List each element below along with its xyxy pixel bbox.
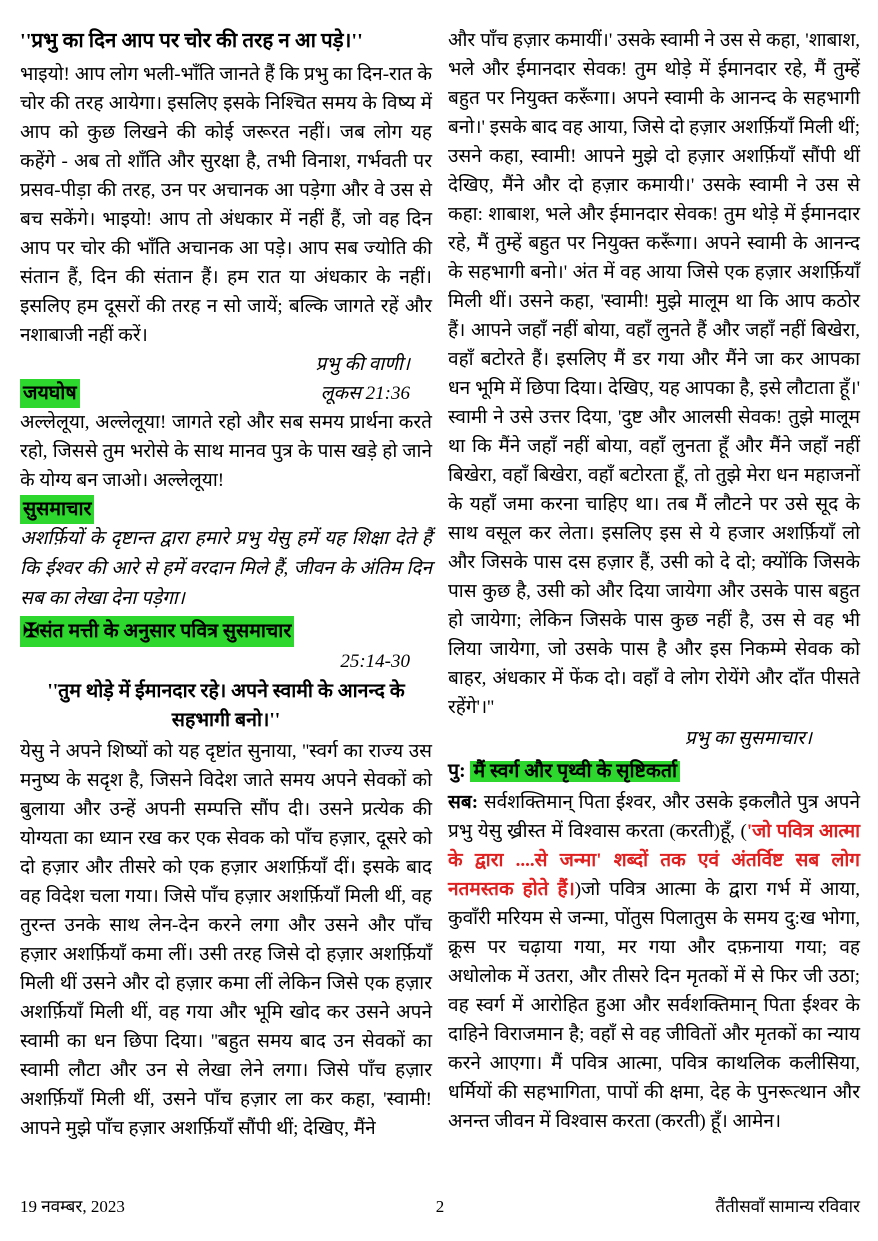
footer-page-number: 2 (435, 1197, 445, 1216)
creed-body (448, 788, 860, 1136)
left-column (20, 26, 432, 1143)
page-footer (20, 1197, 860, 1217)
creed-leader-label: पु: (448, 761, 466, 782)
gospel-label: सुसमाचार (20, 495, 94, 524)
footer-date: 19 नवम्बर, 2023 (20, 1197, 125, 1216)
gospel-body-continued: और पाँच हज़ार कमायीं।' उसके स्वामी ने उस से कहा, 'शाबाश, भले और ईमानदार सेवक! तुम थोड़े में ईमानदार रहे, मैं तुम्हें बहुत पर नियुक्त करूँगा। अपने स्वामी के आनन्द के सहभागी बनो।' इसके बाद वह आया, जिसे दो हज़ार अशर्फ़ियाँ मिली थीं; उसने कहा, स्वामी! आपने मुझे दो हज़ार अशर्फ़ियाँ सौंपी थीं देखिए, मैंने और दो हज़ार कमायी।' उसके स्वामी ने उस से कहा: शाबाश, भले और ईमानदार सेवक! तुम थोड़े में ईमानदार रहे, मैं तुम्हें बहुत पर नियुक्त करूँगा। अपने स्वामी के आनन्द के सहभागी बनो।' अंत में वह आया जिसे एक हज़ार अशर्फ़ियाँ मिली थीं। उसने कहा, 'स्वामी! मुझे मालूम था कि आप कठोर हैं। आपने जहाँ नहीं बोया, वहाँ लुनते हैं और जहाँ नहीं बिखेरा, वहाँ बटोरते हैं। इसलिए मैं डर गया और मैंने जा कर आपका धन भूमि में छिपा दिया। देखिए, यह आपका है, इसे लौटाता हूँ।' स्वामी ने उसे उत्तर दिया, 'दुष्ट और आलसी सेवक! तुझे मालूम था कि मैंने जहाँ नहीं बोया, वहाँ लुनता हूँ और मैंने जहाँ नहीं बिखेरा, वहाँ बिखेरा, वहाँ बटोरता हूँ, तो तुझे मेरा धन महाजनों के यहाँ जमा करना चाहिए था। तब मैं लौटने पर उसे सूद के साथ वसूल कर लेता। इसलिए इस से ये हजार अशर्फ़ियाँ लो और जिसके पास दस हज़ार हैं, उसी को दे दो; क्योंकि जिसके पास कुछ है, उसी को और दिया जायेगा और उसके पास बहुत हो जायेगा; लेकिन जिसके पास कुछ नहीं है, उस से वह भी लिया जायेगा, जो उसके पास है और इस निकम्मे सेवक को बाहर, अंधकार में फेंक दो। वहाँ वे लोग रोयेंगे और दाँत पीसते रहेंगे'।'' (448, 30, 860, 718)
creed-all-label: सब: (448, 792, 479, 813)
creed-heading: मैं स्वर्ग और पृथ्वी के सृष्टिकर्ता (470, 761, 680, 782)
gospel-reference: 25:14-30 (340, 651, 410, 672)
gospel-closing: प्रभु का सुसमाचार। (684, 728, 812, 749)
gospel-label-row (20, 495, 432, 524)
gospel-heading (20, 616, 294, 647)
footer-edition: तैंतीसवाँ सामान्य रविवार (715, 1197, 860, 1216)
gospel-heading-row (20, 616, 432, 648)
creed-rubric-red: 'जो पवित्र आत्मा के द्वारा ....से जन्मा' शब्दों तक एवं अंतर्विष्ट सब लोग नतमस्तक होते हैं। (448, 821, 860, 900)
gospel-subtitle: ''तुम थोड़े में ईमानदार रहे। अपने स्वामी के आनन्द के सहभागी बनो।'' (47, 681, 405, 731)
reading-body: भाइयो! आप लोग भली-भाँति जानते हैं कि प्रभु का दिन-रात के चोर की तरह आयेगा। इसलिए इसके निश्चित समय के विष्य में आप को कुछ लिखने की कोई जरूरत नहीं। जब लोग यह कहेंगे - अब तो शाँति और सुरक्षा है, तभी विनाश, गर्भवती पर प्रसव-पीड़ा की तरह, उन पर अचानक आ पड़ेगा और वे उस से बच सकेंगे। भाइयो! आप तो अंधकार में नहीं हैं, जो वह दिन आप पर चोर की भाँति अचानक आ पड़े। आप सब ज्योति की संतान हैं, दिन की संतान हैं। हम रात या अंधकार के नहीं। इसलिए हम दूसरों की तरह न सो जायें; बल्कि जागते रहें और नशाबाजी नहीं करें। (20, 64, 432, 346)
creed-body-part2: )जो पवित्र आत्मा के द्वारा गर्भ में आया, कुवाँरी मरियम से जन्मा, पोंतुस पिलातुस के समय दु:ख भोगा, क्रूस पर चढ़ाया गया, मर गया और दफ़नाया गया; वह अधोलोक में उतरा, और तीसरे दिन मृतकों में से फिर जी उठा; वह स्वर्ग में आरोहित हुआ और सर्वशक्तिमान् पिता ईश्वर के दाहिने विराजमान है; वहाँ से वह जीवितों और मृतकों का न्याय करने आएगा। मैं पवित्र आत्मा, पवित्र काथलिक कलीसिया, धर्मियों की सहभागिता, पापों की क्षमा, देह के पुनरूत्थान और अनन्त जीवन में विश्वास करता (करती) हूँ। आमेन। (448, 879, 860, 1132)
cross-icon: ✠ (23, 621, 40, 642)
two-column-layout (20, 26, 860, 1143)
gospel-body: येसु ने अपने शिष्यों को यह दृष्टांत सुनाया, ''स्वर्ग का राज्य उस मनुष्य के सदृश है, जिसने विदेश जाते समय अपने सेवकों को बुलाया और उन्हें अपनी सम्पत्ति सौंप दी। उसने प्रत्येक की योग्यता का ध्यान रख कर एक सेवक को पाँच हज़ार, दूसरे को दो हज़ार और तीसरे को एक हज़ार अशर्फ़ियाँ दीं। इसके बाद वह विदेश चला गया। जिसे पाँच हज़ार अशर्फ़ियाँ मिली थीं, वह तुरन्त उनके साथ लेन-देन करने लगा और उसने और पाँच हज़ार अशर्फ़ियाँ कमा लीं। उसी तरह जिसे दो हज़ार अशर्फ़ियाँ मिली थीं उसने और दो हज़ार कमा लीं लेकिन जिसे एक हज़ार अशर्फ़ियाँ मिली थीं, वह गया और भूमि खोद कर उसने अपने स्वामी का धन छिपा दिया। ''बहुत समय बाद उन सेवकों का स्वामी लौटा और उन से लेखा लेने लगा। जिसे पाँच हज़ार अशर्फ़ियाँ मिली थीं, उसने पाँच हज़ार ला कर कहा, 'स्वामी! आपने मुझे पाँच हज़ार अशर्फ़ियाँ सौंपी थीं; देखिए, मैंने (20, 741, 432, 1139)
creed-heading-row (448, 756, 860, 787)
acclamation-header-row (20, 379, 432, 408)
reading-closing: प्रभु की वाणी। (315, 354, 410, 375)
reading-title: ''प्रभु का दिन आप पर चोर की तरह न आ पड़े।'' (20, 30, 363, 52)
creed-body-part1: सर्वशक्तिमान् पिता ईश्वर, और उसके इकलौते पुत्र अपने प्रभु येसु ख्रीस्त में विश्वास करता (करती)हूँ, ( (448, 792, 861, 842)
acclamation-reference: लूकस 21:36 (320, 383, 410, 404)
gospel-intro: अशर्फ़ियों के दृष्टान्त द्वारा हमारे प्रभु येसु हमें यह शिक्षा देते हैं कि ईश्वर की आरे से हमें वरदान मिले हैं, जीवन के अंतिम दिन सब का लेखा देना पड़ेगा। (20, 528, 432, 609)
acclamation-body: अल्लेलूया, अल्लेलूया! जागते रहो और सब समय प्रार्थना करते रहो, जिससे तुम भरोसे के साथ मानव पुत्र के पास खड़े हो जाने के योग्य बन जाओ। अल्लेलूया! (20, 412, 432, 491)
acclamation-label: जयघोष (20, 379, 80, 408)
gospel-heading-text: संत मत्ती के अनुसार पवित्र सुसमाचार (39, 621, 292, 642)
right-column (448, 26, 860, 1143)
